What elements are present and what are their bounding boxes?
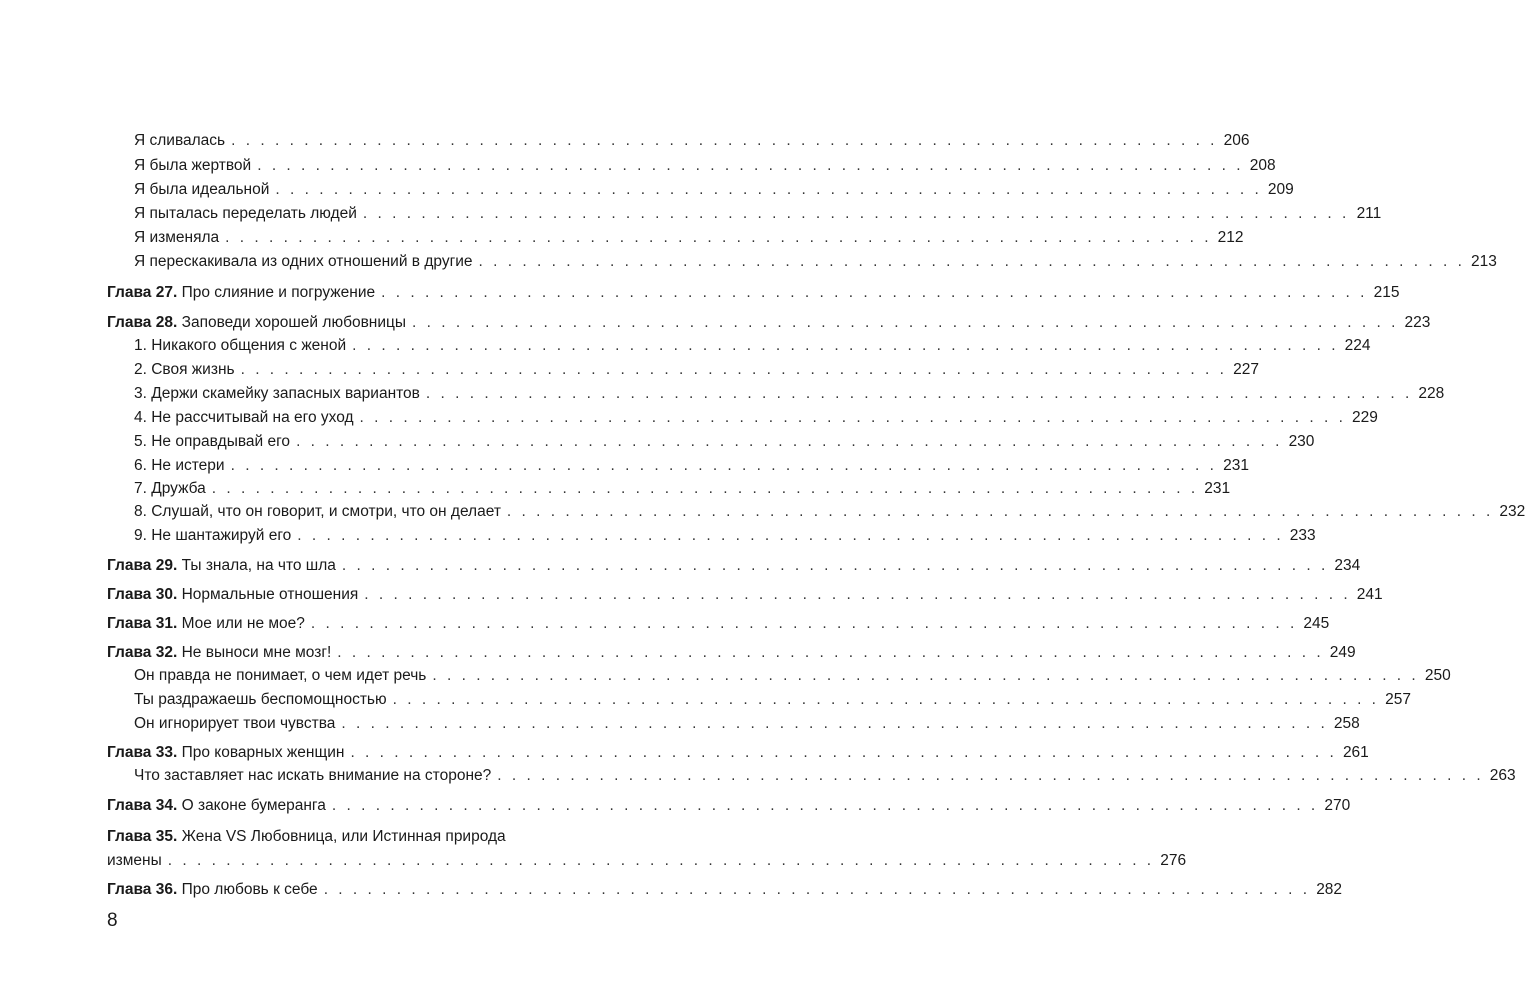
- toc-entry: [0, 665, 1451, 687]
- toc-entry: [0, 359, 1259, 381]
- dot-leader: . . . . . . . . . . . . . . . . . . . . . . . . . . . . . . . . . . . . . . . . . . . . . . . . . . . . . . . . . . . . . . . . . . . .: [364, 586, 1351, 603]
- toc-entry-title: 8. Слушай, что он говорит, и смотри, что он делает: [134, 503, 501, 520]
- toc-entry: [0, 251, 1497, 273]
- toc-entry-title: Ты раздражаешь беспомощностью: [134, 691, 387, 708]
- toc-page-number: 245: [1303, 615, 1330, 632]
- toc-entry-title: измены: [107, 852, 162, 869]
- toc-entry-title: Что заставляет нас искать внимание на стороне?: [134, 767, 492, 784]
- dot-leader: . . . . . . . . . . . . . . . . . . . . . . . . . . . . . . . . . . . . . . . . . . . . . . . . . . . . . . . . . . . . . . . . . . . .: [412, 314, 1399, 331]
- dot-leader: . . . . . . . . . . . . . . . . . . . . . . . . . . . . . . . . . . . . . . . . . . . . . . . . . . . . . . . . . . . . . . . . . . . .: [478, 253, 1465, 270]
- toc-page-number: 223: [1404, 314, 1431, 331]
- dot-leader: . . . . . . . . . . . . . . . . . . . . . . . . . . . . . . . . . . . . . . . . . . . . . . . . . . . . . . . . . . . . . . . . . . . .: [341, 715, 1328, 732]
- toc-entry-title: 7. Дружба: [134, 480, 206, 497]
- toc-entry-title: 4. Не рассчитывай на его уход: [134, 409, 354, 426]
- toc-page-number: 206: [1223, 132, 1250, 149]
- toc-entry-title: Я была идеальной: [134, 181, 270, 198]
- toc-page-number: 227: [1233, 361, 1259, 378]
- toc-entry-title: Я сливалась: [134, 132, 226, 149]
- toc-entry: [0, 179, 1294, 201]
- toc-entry-title: 6. Не истери: [134, 457, 225, 474]
- toc-entry: [0, 130, 1250, 152]
- toc-entry: [0, 525, 1316, 547]
- toc-entry: [0, 455, 1249, 477]
- toc-page-number: 257: [1385, 691, 1411, 708]
- toc-page-number: 263: [1489, 767, 1516, 784]
- dot-leader: . . . . . . . . . . . . . . . . . . . . . . . . . . . . . . . . . . . . . . . . . . . . . . . . . . . . . . . . . . . . . . . . . . . .: [230, 457, 1217, 474]
- toc-entry-title: Ты знала, на что шла: [181, 557, 336, 574]
- chapter-label: Глава 36.: [107, 881, 178, 898]
- toc-page-number: 232: [1499, 503, 1525, 520]
- toc-chapter: [0, 742, 1369, 764]
- chapter-label: Глава 28.: [107, 314, 178, 331]
- toc-entry-title: 5. Не оправдывай его: [134, 433, 291, 450]
- toc-page-number: 208: [1249, 157, 1276, 174]
- toc-page-number: 213: [1471, 253, 1497, 270]
- toc-entry-title: О законе бумеранга: [181, 797, 326, 814]
- toc-entry: [0, 713, 1360, 735]
- book-page-number: 8: [107, 910, 118, 931]
- chapter-label: Глава 32.: [107, 644, 178, 661]
- toc-chapter: [0, 879, 1343, 901]
- toc-entry-title: Про коварных женщин: [181, 744, 345, 761]
- chapter-label: Глава 30.: [107, 586, 178, 603]
- toc-entry-title: Мое или не мое?: [181, 615, 305, 632]
- toc-page-number: 228: [1418, 385, 1445, 402]
- dot-leader: . . . . . . . . . . . . . . . . . . . . . . . . . . . . . . . . . . . . . . . . . . . . . . . . . . . . . . . . . . . . . . . . . . . .: [362, 205, 1350, 222]
- toc-chapter: [0, 613, 1330, 635]
- chapter-label: Глава 34.: [107, 797, 178, 814]
- toc-entry: [0, 335, 1371, 357]
- toc-entry: [0, 431, 1315, 453]
- toc-entry: [0, 478, 1231, 500]
- toc-page-number: 261: [1342, 744, 1369, 761]
- toc-entry: [0, 765, 1516, 787]
- chapter-label: Глава 29.: [107, 557, 178, 574]
- dot-leader: . . . . . . . . . . . . . . . . . . . . . . . . . . . . . . . . . . . . . . . . . . . . . . . . . . . . . . . . . . . . . . . . . . . .: [352, 337, 1339, 354]
- toc-page-number: 215: [1373, 284, 1400, 301]
- toc-page-number: 258: [1333, 715, 1360, 732]
- toc-entry-title: Про слияние и погружение: [181, 284, 376, 301]
- toc-page-number: 249: [1329, 644, 1356, 661]
- dot-leader: . . . . . . . . . . . . . . . . . . . . . . . . . . . . . . . . . . . . . . . . . . . . . . . . . . . . . . . . . . . . . . . . . . . .: [381, 284, 1368, 301]
- chapter-label: Глава 35.: [107, 828, 178, 845]
- toc-entry: [0, 383, 1445, 405]
- toc-entry: [0, 689, 1411, 711]
- dot-leader: . . . . . . . . . . . . . . . . . . . . . . . . . . . . . . . . . . . . . . . . . . . . . . . . . . . . . . . . . . . . . . . . . . . .: [297, 527, 1284, 544]
- dot-leader: . . . . . . . . . . . . . . . . . . . . . . . . . . . . . . . . . . . . . . . . . . . . . . . . . . . . . . . . . . . . . . . . . . . .: [257, 157, 1244, 174]
- toc-chapter: [0, 584, 1383, 606]
- dot-leader: . . . . . . . . . . . . . . . . . . . . . . . . . . . . . . . . . . . . . . . . . . . . . . . . . . . . . . . . . . . . . . . . . . . .: [425, 385, 1413, 402]
- toc-page-number: 282: [1316, 881, 1343, 898]
- toc-chapter: [0, 795, 1351, 817]
- toc-page-number: 270: [1324, 797, 1351, 814]
- dot-leader: . . . . . . . . . . . . . . . . . . . . . . . . . . . . . . . . . . . . . . . . . . . . . . . . . . . . . . . . . . . . . . . . . . . .: [331, 797, 1319, 814]
- toc-page-number: 231: [1204, 480, 1231, 497]
- toc-entry-title: 9. Не шантажируй его: [134, 527, 292, 544]
- toc-entry-title: 1. Никакого общения с женой: [134, 337, 347, 354]
- toc-entry-title: Я пыталась переделать людей: [134, 205, 357, 222]
- dot-leader: . . . . . . . . . . . . . . . . . . . . . . . . . . . . . . . . . . . . . . . . . . . . . . . . . . . . . . . . . . . . . . . . . . . .: [323, 881, 1311, 898]
- dot-leader: . . . . . . . . . . . . . . . . . . . . . . . . . . . . . . . . . . . . . . . . . . . . . . . . . . . . . . . . . . . . . . . . . . . .: [240, 361, 1227, 378]
- toc-page-number: 234: [1334, 557, 1361, 574]
- toc-entry-title: Я перескакивала из одних отношений в другие: [134, 253, 473, 270]
- toc-page-number: 230: [1288, 433, 1315, 450]
- toc-page-number: 211: [1356, 205, 1382, 222]
- toc-entry-title: Он игнорирует твои чувства: [134, 715, 336, 732]
- chapter-label: Глава 33.: [107, 744, 178, 761]
- toc-page-number: 231: [1223, 457, 1249, 474]
- toc-entry: [0, 501, 1525, 523]
- toc-chapter: [0, 555, 1361, 577]
- toc-page-number: 241: [1356, 586, 1383, 603]
- dot-leader: . . . . . . . . . . . . . . . . . . . . . . . . . . . . . . . . . . . . . . . . . . . . . . . . . . . . . . . . . . . . . . . . . . . .: [231, 132, 1218, 149]
- toc-chapter: [0, 312, 1431, 334]
- toc-entry-title: 3. Держи скамейку запасных вариантов: [134, 385, 420, 402]
- chapter-label: Глава 31.: [107, 615, 178, 632]
- dot-leader: . . . . . . . . . . . . . . . . . . . . . . . . . . . . . . . . . . . . . . . . . . . . . . . . . . . . . . . . . . . . . . . . . . . .: [211, 480, 1199, 497]
- dot-leader: . . . . . . . . . . . . . . . . . . . . . . . . . . . . . . . . . . . . . . . . . . . . . . . . . . . . . . . . . . . . . . . . . . . .: [350, 744, 1337, 761]
- dot-leader: . . . . . . . . . . . . . . . . . . . . . . . . . . . . . . . . . . . . . . . . . . . . . . . . . . . . . . . . . . . . . . . . . . . .: [337, 644, 1324, 661]
- toc-page-number: 250: [1424, 667, 1451, 684]
- toc-chapter: [0, 282, 1400, 304]
- toc-page-number: 276: [1160, 852, 1187, 869]
- dot-leader: . . . . . . . . . . . . . . . . . . . . . . . . . . . . . . . . . . . . . . . . . . . . . . . . . . . . . . . . . . . . . . . . . . . .: [506, 503, 1494, 520]
- dot-leader: . . . . . . . . . . . . . . . . . . . . . . . . . . . . . . . . . . . . . . . . . . . . . . . . . . . . . . . . . . . . . . . . . . . .: [497, 767, 1484, 784]
- toc-entry-title: Жена VS Любовница, или Истинная природа: [181, 828, 506, 845]
- dot-leader: . . . . . . . . . . . . . . . . . . . . . . . . . . . . . . . . . . . . . . . . . . . . . . . . . . . . . . . . . . . . . . . . . . . .: [225, 229, 1212, 246]
- toc-entry: [0, 227, 1244, 249]
- toc-entry-title: Я изменяла: [134, 229, 220, 246]
- toc-page-number: 233: [1289, 527, 1316, 544]
- dot-leader: . . . . . . . . . . . . . . . . . . . . . . . . . . . . . . . . . . . . . . . . . . . . . . . . . . . . . . . . . . . . . . . . . . . .: [359, 409, 1346, 426]
- dot-leader: . . . . . . . . . . . . . . . . . . . . . . . . . . . . . . . . . . . . . . . . . . . . . . . . . . . . . . . . . . . . . . . . . . . .: [296, 433, 1283, 450]
- toc-entry-title: Он правда не понимает, о чем идет речь: [134, 667, 427, 684]
- dot-leader: . . . . . . . . . . . . . . . . . . . . . . . . . . . . . . . . . . . . . . . . . . . . . . . . . . . . . . . . . . . . . . . . . . . .: [310, 615, 1298, 632]
- toc-entry-title: Заповеди хорошей любовницы: [181, 314, 407, 331]
- toc-page-number: 209: [1267, 181, 1294, 198]
- toc-chapter: [0, 642, 1356, 664]
- dot-leader: . . . . . . . . . . . . . . . . . . . . . . . . . . . . . . . . . . . . . . . . . . . . . . . . . . . . . . . . . . . . . . . . . . . .: [392, 691, 1379, 708]
- toc-page-number: 229: [1352, 409, 1378, 426]
- toc-entry-title: Я была жертвой: [134, 157, 252, 174]
- dot-leader: . . . . . . . . . . . . . . . . . . . . . . . . . . . . . . . . . . . . . . . . . . . . . . . . . . . . . . . . . . . . . . . . . . . .: [275, 181, 1262, 198]
- toc-page-number: 224: [1344, 337, 1371, 354]
- dot-leader: . . . . . . . . . . . . . . . . . . . . . . . . . . . . . . . . . . . . . . . . . . . . . . . . . . . . . . . . . . . . . . . . . . . .: [167, 852, 1155, 869]
- toc-entry-title: Нормальные отношения: [181, 586, 359, 603]
- toc-entry: [0, 155, 1276, 177]
- toc-page-number: 212: [1217, 229, 1244, 246]
- toc-entry-title: Не выноси мне мозг!: [181, 644, 332, 661]
- toc-entry-title: 2. Своя жизнь: [134, 361, 235, 378]
- toc-entry: [0, 850, 1187, 872]
- dot-leader: . . . . . . . . . . . . . . . . . . . . . . . . . . . . . . . . . . . . . . . . . . . . . . . . . . . . . . . . . . . . . . . . . . . .: [432, 667, 1419, 684]
- toc-entry-title: Про любовь к себе: [181, 881, 318, 898]
- toc-entry: [0, 407, 1378, 429]
- chapter-label: Глава 27.: [107, 284, 178, 301]
- toc-chapter: [0, 826, 644, 848]
- dot-leader: . . . . . . . . . . . . . . . . . . . . . . . . . . . . . . . . . . . . . . . . . . . . . . . . . . . . . . . . . . . . . . . . . . . .: [341, 557, 1329, 574]
- toc-entry: [0, 203, 1382, 225]
